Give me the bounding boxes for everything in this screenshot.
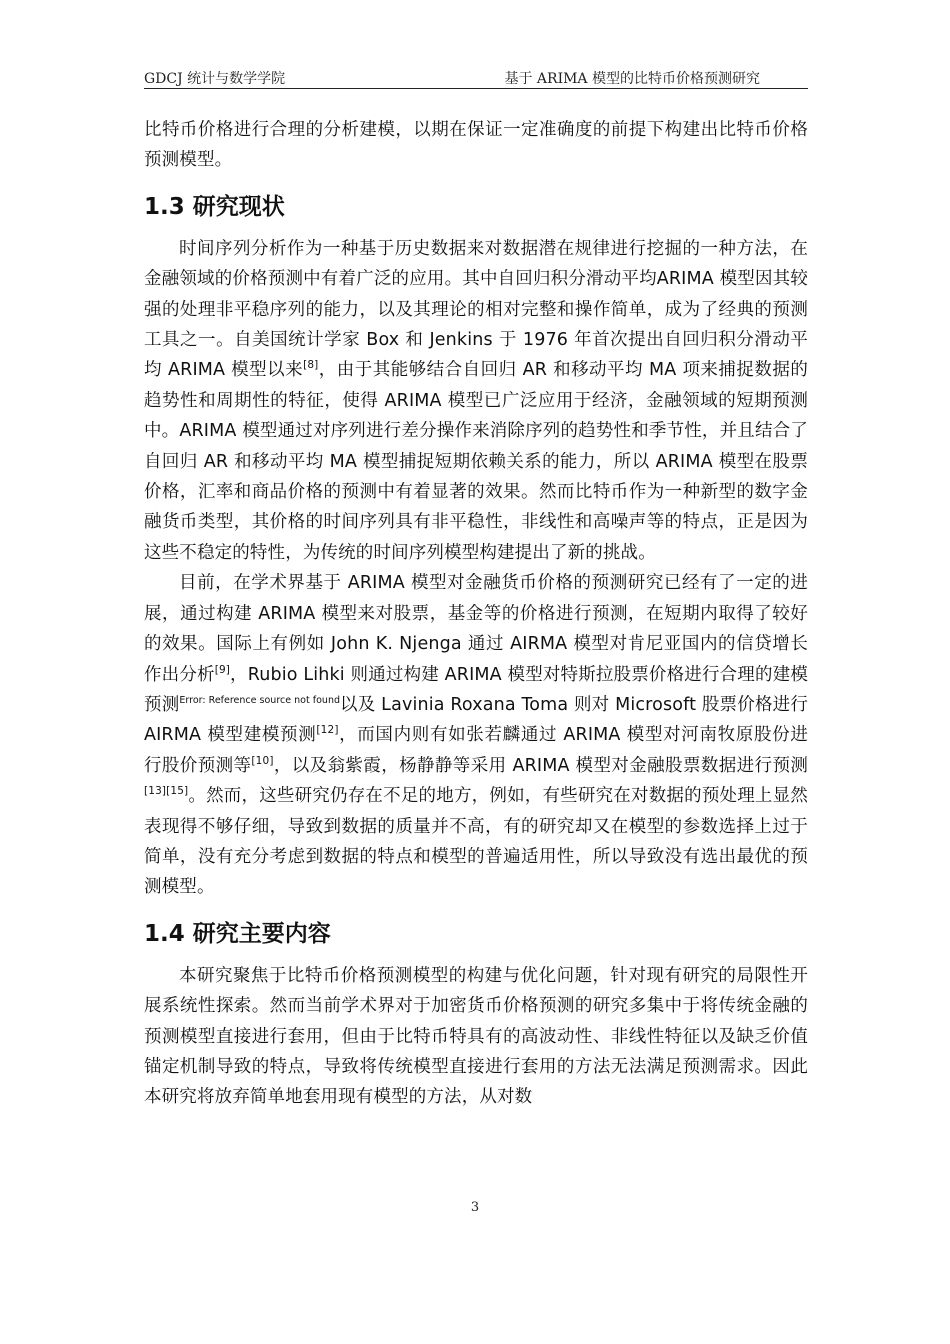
citation-ref: [8] bbox=[303, 359, 319, 372]
text-span: 。然而，这些研究仍存在不足的地方，例如，有些研究在对数据的预处理上显然表现得不够仔细，导致到数据的质量并不高，有的研究却又在模型的参数选择上过于简单，没有充分考虑到数据的特点和模型的普遍适用性，所以导致没有选出最优的预测模型。 bbox=[144, 786, 808, 898]
citation-ref: [9] bbox=[214, 663, 231, 676]
intro-paragraph: 比特币价格进行合理的分析建模，以期在保证一定准确度的前提下构建出比特币价格预测模型。 bbox=[144, 120, 808, 171]
text-span: ，以及翁紫霞，杨静静等采用 ARIMA 模型对金融股票数据进行预测 bbox=[273, 755, 808, 776]
text-span: 时间序列分析作为一种基于历史数据来对数据潜在规律进行挖掘的一种方法，在金融领域的价格预测中有着广泛的应用。其中自回归积分滑动平均ARIMA 模型因其较强的处理非平稳序列的能力，以及其理论的相对完整和操作简单，成为了经典的预测工具之一。自美国统计学家 Box 和 Jenkins 于 1976 年首次提出自回归积分滑动平均 ARIMA 模型以来 bbox=[144, 238, 808, 381]
section-heading-1-4: 1.4 研究主要内容 bbox=[144, 920, 331, 947]
citation-ref: [12] bbox=[316, 724, 339, 737]
text-span: 以及 Lavinia Roxana Toma 则对 Microsoft 股票价格进行 AIRMA 模型建模预测 bbox=[144, 694, 808, 746]
section-1-4-paragraph-1: 本研究聚焦于比特币价格预测模型的构建与优化问题，针对现有研究的局限性开展系统性探索。然而当前学术界对于加密货币价格预测的研究多集中于将传统金融的预测模型直接进行套用，但由于比特币特具有的高波动性、非线性特征以及缺乏价值锚定机制导致的特点，导致将传统模型直接进行套用的方法无法满足预测需求。因此本研究将放弃简单地套用现有模型的方法，从对数 bbox=[144, 965, 808, 1108]
section-heading-1-3: 1.3 研究现状 bbox=[144, 193, 285, 220]
citation-ref: [13][15] bbox=[144, 785, 189, 798]
section-1-3-paragraph-2 bbox=[144, 568, 808, 902]
text-span: ，由于其能够结合自回归 AR 和移动平均 MA 项来捕捉数据的趋势性和周期性的特征，使得 ARIMA 模型已广泛应用于经济，金融领域的短期预测中。ARIMA 模型通过对序列进行差分操作来消除序列的趋势性和季节性，并且结合了自回归 AR 和移动平均 MA 模型捕捉短期依赖关系的能力，所以 ARIMA 模型在股票价格，汇率和商品价格的预测中有着显著的效果。然而比特币作为一种新型的数字金融货币类型，其价格的时间序列具有非平稳性，非线性和高噪声等的特点，正是因为这些不稳定的特性，为传统的时间序列模型构建提出了新的挑战。 bbox=[144, 360, 808, 563]
page-header bbox=[144, 68, 808, 89]
text-span: 目前，在学术界基于 ARIMA 模型对金融货币价格的预测研究已经有了一定的进展，通过构建 ARIMA 模型来对股票，基金等的价格进行预测，在短期内取得了较好的效果。国际上有例如 John K. Njenga 通过 AIRMA 模型对肯尼亚国内的信贷增长作出分析 bbox=[144, 573, 808, 685]
page-number: 3 bbox=[470, 1200, 480, 1215]
header-right-text: 基于 ARIMA 模型的比特币价格预测研究 bbox=[504, 71, 760, 87]
section-1-3-paragraph-1 bbox=[144, 234, 808, 568]
text-span: ，Rubio Lihki 则通过构建 ARIMA 模型对特斯拉股票价格进行合理的建模预测 bbox=[144, 664, 808, 715]
citation-ref: [10] bbox=[251, 754, 274, 767]
header-left-text: GDCJ 统计与数学学院 bbox=[144, 71, 286, 87]
text-span: ，而国内则有如张若麟通过 ARIMA 模型对河南牧原股份进行股价预测等 bbox=[144, 725, 808, 776]
page-content bbox=[144, 115, 808, 1113]
citation-error: Error: Reference source not found bbox=[179, 694, 340, 706]
